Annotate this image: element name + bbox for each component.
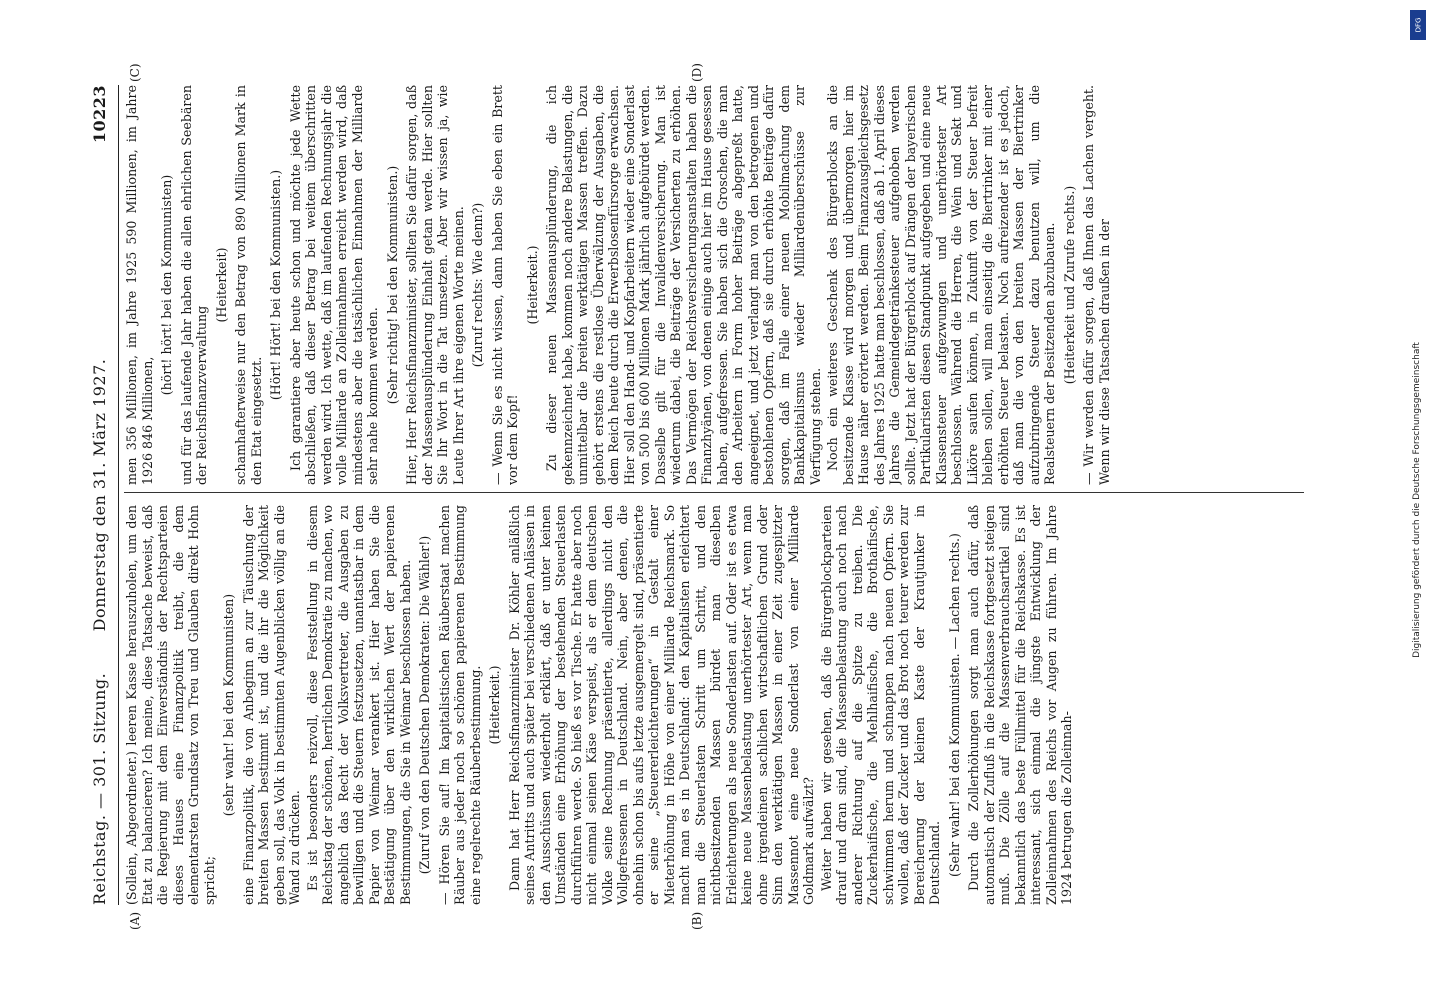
digitization-note: [1400, 0, 1434, 1000]
interjection: (Zuruf rechts: Wie denn?): [470, 202, 485, 368]
paragraph: men 356 Millionen, im Jahre 1925 590 Millionen, im Jahre 1926 846 Millionen,: [124, 85, 155, 485]
right-column: [124, 85, 1304, 485]
left-column: [124, 505, 1304, 905]
header-rule: [118, 85, 119, 905]
margin-mark-b: (B): [690, 911, 704, 930]
header-date: Donnerstag den 31. März 1927.: [90, 358, 109, 632]
margin-mark-c: (C): [128, 63, 142, 82]
paragraph: — Wenn Sie es nicht wissen, dann haben Sie eben ein Brett vor dem Kopf!: [489, 85, 520, 485]
interjection: (Heiterkeit und Zurufe rechts.): [1061, 185, 1077, 385]
margin-mark-d: (D): [690, 63, 704, 82]
digitization-note-text: Digitalisierung gefördert durch die Deutsche Forschungsgemeinschaft: [1412, 342, 1423, 658]
interjection: (Sehr wahr! bei den Kommunisten. — Lachen rechts.): [946, 533, 962, 877]
dfg-logo: [1410, 10, 1426, 40]
interjection: (Heiterkeit.): [524, 245, 540, 325]
interjection: (Zuruf von den Deutschen Demokraten: Die Wähler!): [417, 535, 432, 875]
paragraph: Ich garantiere aber heute schon und möchte jede Wette abschließen, daß dieser Betrag bei weitem überschritten werden wird. Ich wette, daß im laufenden Rechnungsjahr die volle Milliarde an Zolleinnahmen erreicht werden wird, daß mindestens aber die tatsächlichen Einnahmen der Milliarde sehr nahe kommen werden.: [287, 85, 380, 485]
page-number: 10223: [90, 85, 109, 144]
interjection: (Heiterkeit.): [487, 665, 502, 745]
paragraph: eine Finanzpolitik, die von Anbeginn an zur Täuschung der breiten Massen bestimmt ist, und die ihr die Möglichkeit geben soll, das Volk in bestimmten Augenblicken völlig an die Wand zu drücken.: [240, 505, 302, 905]
paragraph: Noch ein weiteres Geschenk des Bürgerblocks an die besitzende Klasse wird morgen und übermorgen hier im Hause näher erörtert werden. Beim Finanzausgleichsgesetz des Jahres 1925 hatte man beschlossen, daß ab 1. April dieses Jahres die Gemeindegetränkesteuer aufgehoben werden sollte. Jetzt hat der Bürgerblock auf Drängen der bayerischen Partikularisten diesen Standpunkt aufgegeben und eine neue Klassensteuer aufgezwungen und unerhörtester Art beschlossen. Während die Herren, die Wein und Sekt und Liköre saufen können, in Zukunft von der Steuer befreit bleiben sollen, will man einseitig die Biertrinker mit einer erhöhten Steuer belasten. Noch aufreizender ist es jedoch, daß man die von den breiten Massen der Biertrinker aufzubringende Steuer dazu benutzen will, um die Realsteuern der Besitzenden abzubauen.: [825, 85, 1057, 485]
paragraph: schamhafterweise nur den Betrag von 890 Millionen Mark in den Etat eingesetzt.: [233, 85, 264, 485]
interjection: (Hört! Hört! bei den Kommunisten.): [268, 169, 283, 401]
paragraph: und für das laufende Jahr haben die allen ehrlichen Seebären der Reichsfinanzverwaltung: [178, 85, 209, 485]
header-session: Reichstag. — 301. Sitzung.: [90, 672, 109, 905]
column-divider: [124, 492, 1304, 493]
paragraph: Es ist besonders reizvoll, diese Feststellung in diesem Reichstag der schönen, herrlichen Demokratie zu machen, wo angeblich das Recht der Volksvertreter, die Ausgaben zu bewilligen und die Steuern festzusetzen, unantastbar in dem Papier von Weimar verankert ist. Hier haben Sie die Bestätigung über den wirklichen Wert der papierenen Bestimmungen, die Sie in Weimar beschlossen haben.: [304, 505, 413, 905]
paragraph: Weiter haben wir gesehen, daß die Bürgerblockparteien drauf und dran sind, die Massenbelastung auch noch nach anderer Richtung auf die Spitze zu treiben. Die Zuckerhaifische, die Mehlhaifische, die Brothaifische, schwimmen herum und schnappen nach neuen Opfern. Sie wollen, daß der Zucker und das Brot noch teurer werden zur Bereicherung der kleinen Kaste der Krautjunker in Deutschland.: [818, 505, 942, 905]
interjection: (sehr wahr! bei den Kommunisten): [221, 593, 236, 817]
paragraph: — Hören Sie auf! Im kapitalistischen Räuberstaat machen Räuber aus jeder noch so schönen papierenen Bestimmung eine regelrechte Räuberbestimmung.: [436, 505, 483, 905]
paragraph: Hier, Herr Reichsfinanzminister, sollten Sie dafür sorgen, daß der Massenausplünderung Einhalt getan werde. Hier sollten Sie Ihr Wort in die Tat umsetzen. Aber wir wissen ja, wie Leute Ihrer Art ihre eigenen Worte meinen.: [404, 85, 466, 485]
dfg-logo-text: DFG: [1414, 17, 1422, 33]
interjection: (hört! hört! bei den Kommunisten): [159, 174, 174, 396]
margin-mark-a: (A): [128, 911, 142, 930]
paragraph: Durch die Zollerhöhungen sorgt man auch dafür, daß automatisch der Zufluß in die Reichskasse fortgesetzt steigen muß. Die Zölle auf die Massenverbrauchsartikel sind bekanntlich das beste Füllmittel für die Reichskasse. Es ist interessant, sich einmal die jüngste Entwicklung der Zolleinnahmen des Reichs vor Augen zu führen. Im Jahre 1924 betrugen die Zolleinnah-: [966, 505, 1074, 905]
interjection: (Heiterkeit): [213, 247, 229, 323]
interjection: (Sehr richtig! bei den Kommunisten.): [384, 165, 400, 405]
paragraph: (Sollein, Abgeordneter.) leeren Kasse herauszuholen, um den Etat zu balancieren? Ich meine, diese Tatsache beweist, daß die Regierung mit dem Einverständnis der Rechtsparteien dieses Hauses eine Finanzpolitik treibt, die dem elementarsten Grundsatz von Treu und Glauben direkt Hohn spricht;: [124, 505, 217, 905]
paragraph: Dann hat Herr Reichsfinanzminister Dr. Köhler anläßlich seines Antritts und auch später bei verschiedenen Anlässen in den Ausschüssen wiederholt erklärt, daß er unter keinen Umständen eine Erhöhung der bestehenden Steuerlasten durchführen werde. So hieß es vor Tische. Er hatte aber noch nicht einmal seinen Käse verspeist, als er dem deutschen Volke seine Rechnung präsentierte, allerdings nicht den Vollgefressenen in Deutschland. Nein, aber denen, die ohnehin schon bis aufs letzte ausgemergelt sind, präsentierte er seine „Steuererleichterungen“ in Gestalt einer Mieterhöhung in Höhe von einer Milliarde Reichsmark. So macht man es in Deutschland: den Kapitalisten erleichtert man die Steuerlasten Schritt um Schritt, und den nichtbesitzenden Massen bürdet man dieselben Erleichterungen als neue Sonderlasten auf. Oder ist es etwa keine neue Massenbelastung unerhörtester Art, wenn man ohne irgendeinen sachlichen wirtschaftlichen Grund oder Sinn den werktätigen Massen in einer Zeit zugespitzter Massennot eine neue Sonderlast von einer Milliarde Goldmark aufwälzt?: [506, 505, 816, 905]
paragraph: Zu dieser neuen Massenausplünderung, die ich gekennzeichnet habe, kommen noch andere Belastungen, die unmittelbar die breiten werktätigen Massen treffen. Dazu gehört erstens die restlose Überwälzung der Ausgaben, die dem Reich heute durch die Erwerbslosenfürsorge erwachsen. Hier soll den Hand- und Kopfarbeitern wieder eine Sonderlast von 500 bis 600 Millionen Mark jährlich aufgebürdet werden. Dasselbe gilt für die Invalidenversicherung. Man ist wiederum dabei, die Beiträge der Versicherten zu erhöhen. Das Vermögen der Reichsversicherungsanstalten haben die Finanzhyänen, von denen einige auch hier im Hause gesessen haben, aufgefressen. Sie haben sich die Groschen, die man den Arbeitern in Form hoher Beiträge abgepreßt hatte, angeeignet, und jetzt verlangt man von den betrogenen und bestohlenen Opfern, daß sie durch erhöhte Beiträge dafür sorgen, daß im Falle einer neuen Mobilmachung dem Bankkapitalismus wieder Milliardenüberschüsse zur Verfügung stehen.: [544, 85, 823, 485]
page-header: [90, 85, 118, 905]
paragraph: — Wir werden dafür sorgen, daß Ihnen das Lachen vergeht. Wenn wir diese Tatsachen draußen in der: [1081, 85, 1112, 485]
